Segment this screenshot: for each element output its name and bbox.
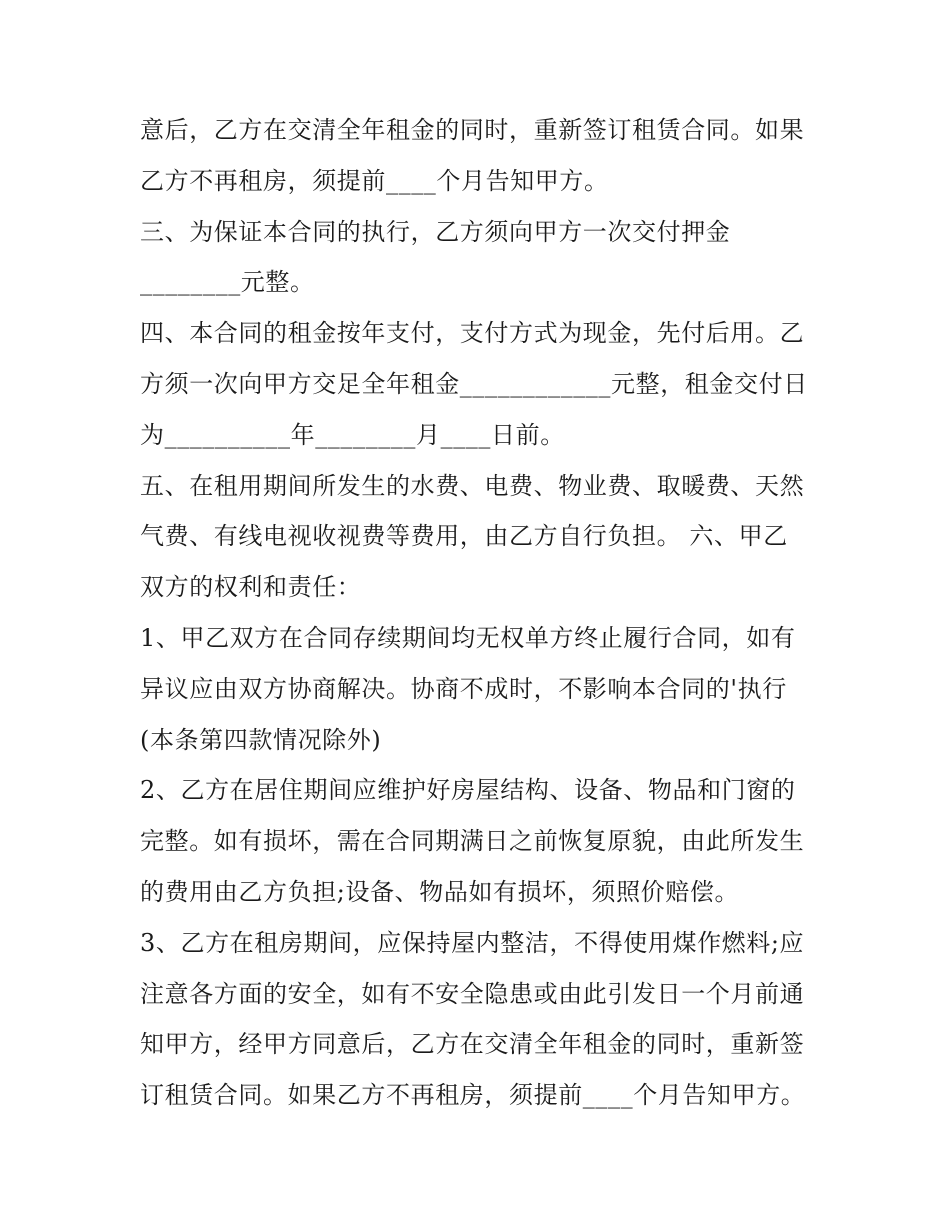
text-line: (本条第四款情况除外) bbox=[140, 725, 382, 754]
text-line: 三、为保证本合同的执行，乙方须向甲方一次交付押金 bbox=[140, 217, 731, 246]
text-line: 双方的权利和责任： bbox=[140, 573, 362, 602]
text-line: 异议应由双方协商解决。协商不成时，不影响本合同的'执行 bbox=[140, 674, 787, 703]
text-line: ________元整。 bbox=[140, 268, 315, 297]
text-line: 1、甲乙双方在合同存续期间均无权单方终止履行合同，如有 bbox=[140, 623, 796, 652]
contract-text-block bbox=[140, 105, 820, 1121]
text-line: 2、乙方在居住期间应维护好房屋结构、设备、物品和门窗的 bbox=[140, 776, 796, 805]
text-line: 知甲方，经甲方同意后，乙方在交清全年租金的同时，重新签 bbox=[140, 1030, 805, 1059]
text-line: 气费、有线电视收视费等费用，由乙方自行负担。 六、甲乙 bbox=[140, 522, 788, 551]
text-line: 完整。如有损坏，需在合同期满日之前恢复原貌，由此所发生 bbox=[140, 827, 805, 856]
text-line: 3、乙方在租房期间，应保持屋内整洁，不得使用煤作燃料;应 bbox=[140, 928, 805, 957]
text-line: 意后，乙方在交清全年租金的同时，重新签订租赁合同。如果 bbox=[140, 116, 805, 144]
text-line: 注意各方面的安全，如有不安全隐患或由此引发日一个月前通 bbox=[140, 979, 805, 1008]
text-line: 四、本合同的租金按年支付，支付方式为现金，先付后用。乙 bbox=[140, 319, 805, 348]
text-line: 乙方不再租房，须提前____个月告知甲方。 bbox=[140, 166, 609, 195]
text-line: 订租赁合同。如果乙方不再租房，须提前____个月告知甲方。 bbox=[140, 1081, 806, 1110]
text-line: 方须一次向甲方交足全年租金____________元整，租金交付日 bbox=[140, 369, 808, 398]
text-line: 的费用由乙方负担;设备、物品如有损坏，须照价赔偿。 bbox=[140, 877, 740, 906]
text-line: 为__________年________月____日前。 bbox=[140, 420, 565, 449]
text-line: 五、在租用期间所发生的水费、电费、物业费、取暖费、天然 bbox=[140, 471, 805, 500]
